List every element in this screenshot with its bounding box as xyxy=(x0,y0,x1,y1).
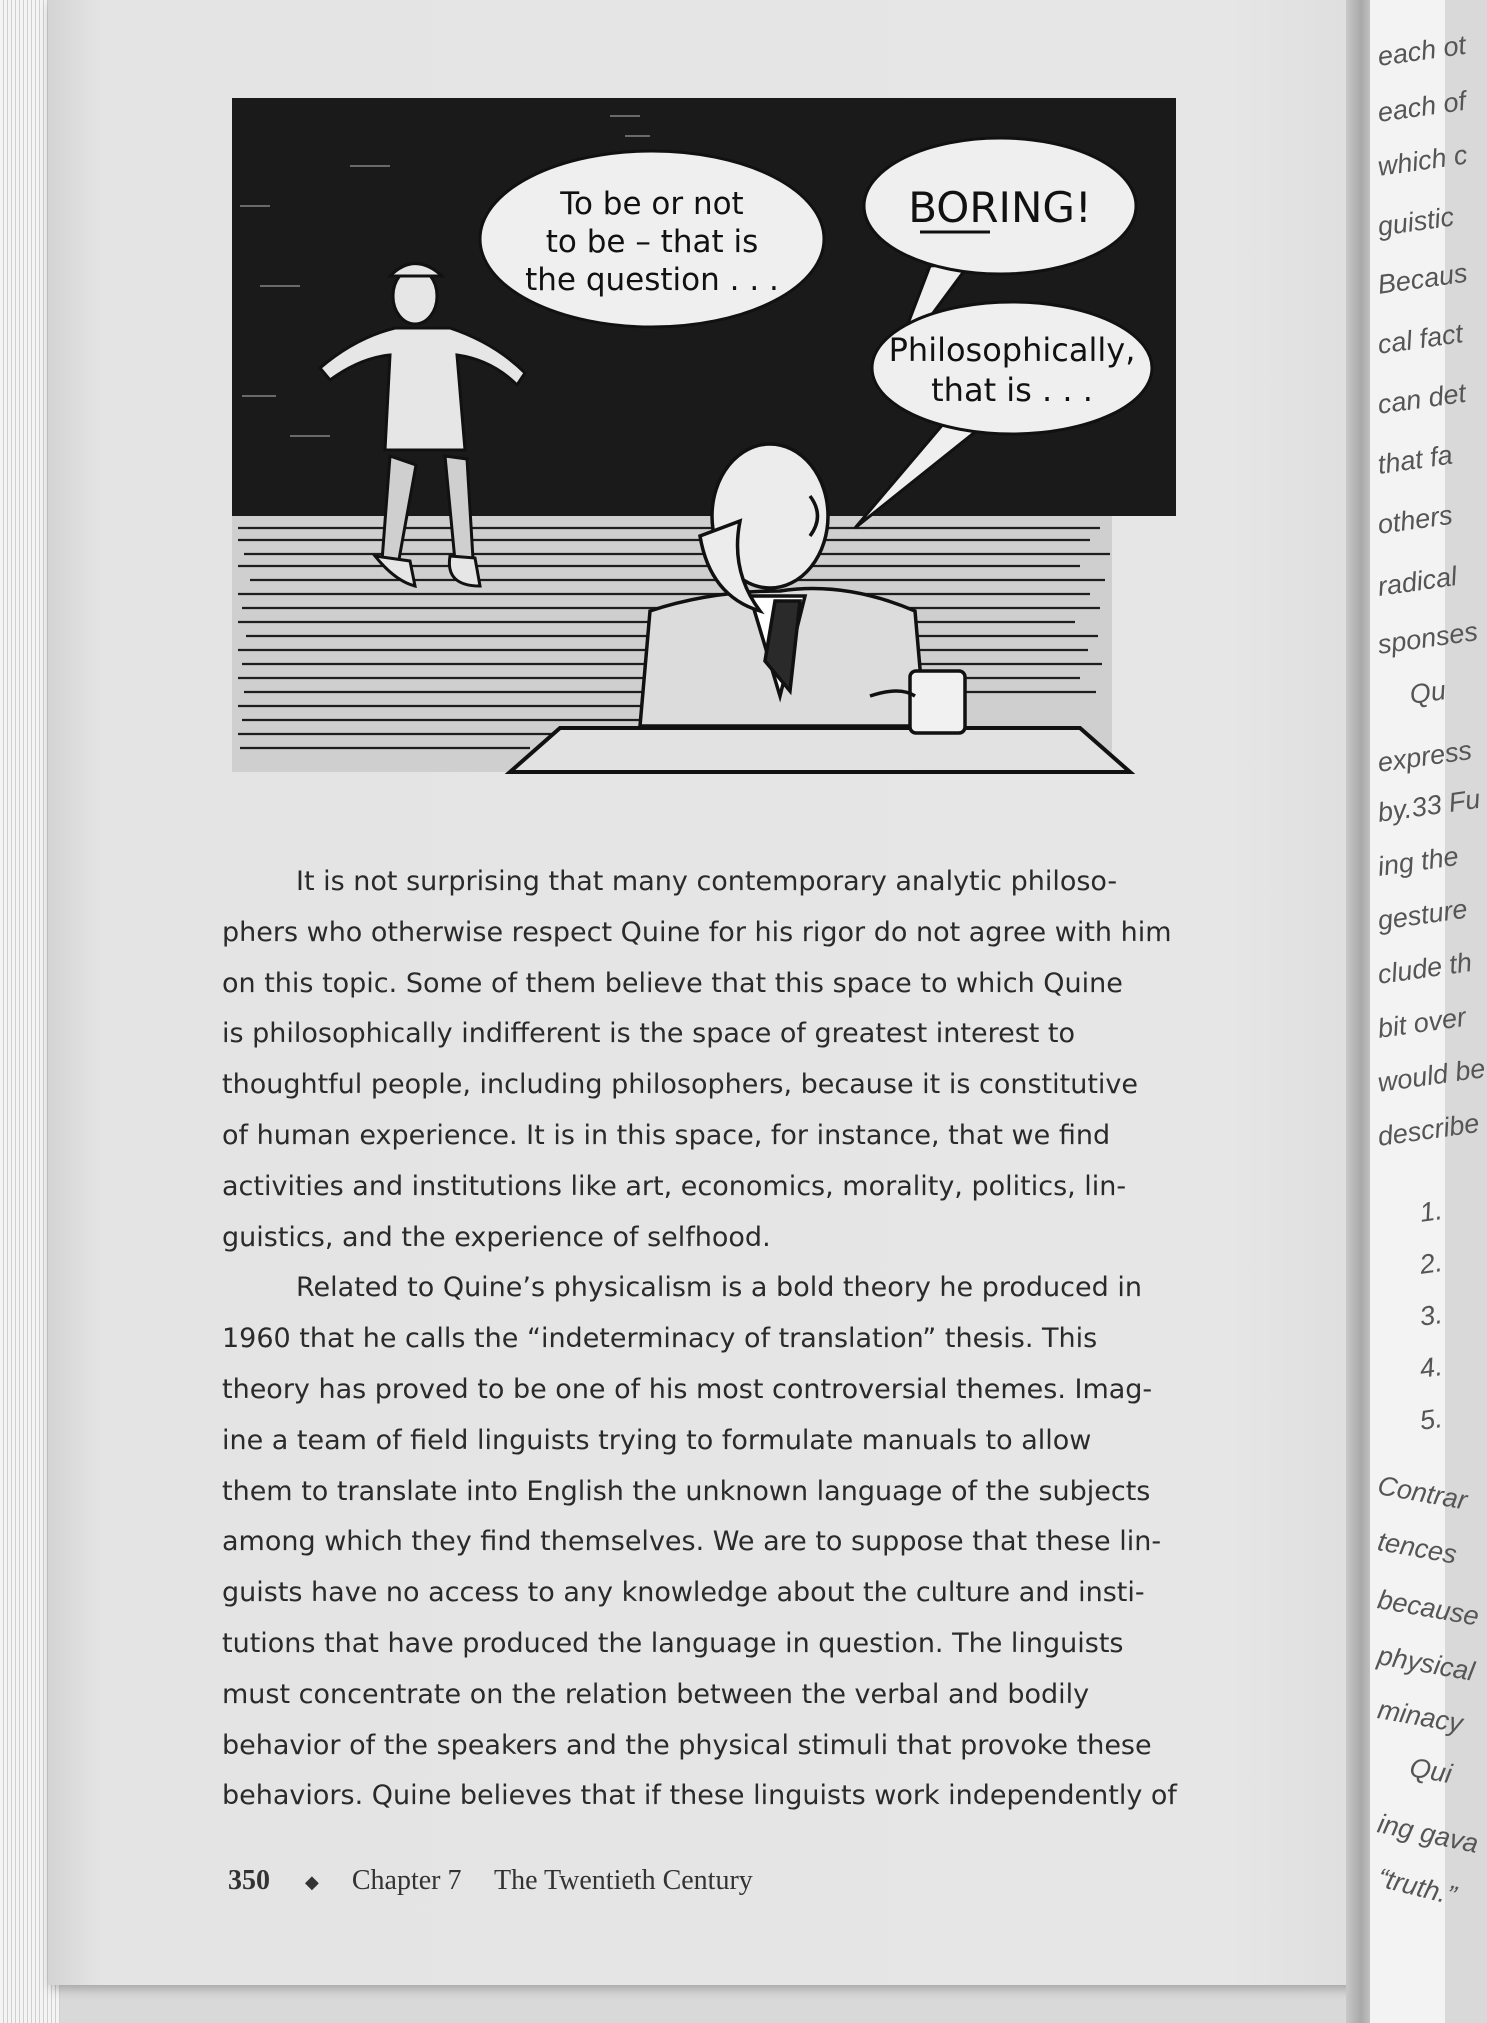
facing-fragment: ing gava xyxy=(1374,1808,1482,1859)
body-line: among which they find themselves. We are to suppose that these lin- xyxy=(222,1526,1162,1558)
body-line: guists have no access to any knowledge about the culture and insti- xyxy=(222,1577,1145,1609)
table xyxy=(510,728,1130,772)
facing-fragment: Qu xyxy=(1407,675,1448,710)
page-footer xyxy=(228,1865,753,1897)
diamond-separator-icon: ◆ xyxy=(305,1872,319,1893)
body-line: on this topic. Some of them believe that this space to which Quine xyxy=(222,967,1123,999)
bubble-1-line-3: the question . . . xyxy=(525,262,779,298)
facing-fragment: others xyxy=(1375,499,1455,540)
facing-fragment: 3. xyxy=(1417,1299,1445,1332)
speech-bubble-hamlet xyxy=(480,151,824,327)
facing-fragment: Becaus xyxy=(1375,257,1470,300)
facing-fragment: Qui xyxy=(1407,1752,1455,1790)
facing-fragment: describe xyxy=(1375,1107,1482,1152)
bubble-1-line-2: to be – that is xyxy=(545,224,759,260)
body-line: guistics, and the experience of selfhood. xyxy=(222,1221,771,1253)
facing-fragment: tences xyxy=(1375,1526,1460,1570)
body-line: 1960 that he calls the “indeterminacy of translation” thesis. This xyxy=(222,1323,1098,1355)
bubble-3-line-2: that is . . . xyxy=(931,371,1093,409)
body-line: It is not surprising that many contemporary analytic philoso- xyxy=(296,866,1118,897)
facing-fragment: radical xyxy=(1375,561,1459,602)
page-number: 350 xyxy=(228,1865,270,1896)
body-line: Related to Quine’s physicalism is a bold theory he produced in xyxy=(296,1272,1142,1304)
facing-fragment: each of xyxy=(1375,85,1468,128)
body-text xyxy=(222,857,1222,1822)
bubble-1-line-1: To be or not xyxy=(560,186,744,222)
body-line: thoughtful people, including philosophers, because it is constitutive xyxy=(222,1069,1138,1101)
body-line: ine a team of field linguists trying to formulate manuals to allow xyxy=(222,1424,1092,1456)
facing-fragment: Contrar xyxy=(1375,1470,1470,1516)
body-line: behaviors. Quine believes that if these linguists work independently of xyxy=(222,1780,1177,1812)
facing-fragment: minacy xyxy=(1375,1694,1465,1739)
facing-fragment: clude th xyxy=(1375,946,1474,990)
facing-fragment: express xyxy=(1375,734,1474,778)
facing-page xyxy=(1370,0,1487,2023)
facing-fragment: “truth.” xyxy=(1374,1862,1459,1911)
facing-fragment: by.33 Fu xyxy=(1375,783,1483,828)
facing-fragment: 5. xyxy=(1417,1403,1445,1436)
bubble-3-line-1: Philosophically, xyxy=(888,331,1136,369)
facing-fragment: which c xyxy=(1375,139,1470,182)
body-line: of human experience. It is in this space, for instance, that we find xyxy=(222,1119,1111,1151)
body-line: them to translate into English the unknown language of the subjects xyxy=(222,1475,1151,1507)
facing-fragment: cal fact xyxy=(1375,318,1465,360)
cartoon-illustration xyxy=(230,96,1178,780)
facing-fragment: 4. xyxy=(1417,1351,1445,1384)
facing-fragment: bit over xyxy=(1375,1001,1468,1044)
chapter-title: The Twentieth Century xyxy=(493,1865,753,1896)
facing-fragment: ing the xyxy=(1375,840,1461,882)
body-line: theory has proved to be one of his most controversial themes. Imag- xyxy=(222,1373,1153,1405)
facing-fragment: would be xyxy=(1375,1053,1487,1098)
body-line: activities and institutions like art, economics, morality, politics, lin- xyxy=(222,1170,1127,1202)
facing-fragment: 2. xyxy=(1417,1247,1445,1280)
facing-fragment: sponses xyxy=(1375,616,1480,660)
body-line: is philosophically indifferent is the space of greatest interest to xyxy=(222,1018,1076,1050)
chapter-label: Chapter 7 xyxy=(351,1865,462,1896)
body-line: phers who otherwise respect Quine for his rigor do not agree with him xyxy=(222,916,1172,948)
facing-fragment: because xyxy=(1375,1584,1482,1632)
facing-fragment: physical xyxy=(1375,1640,1477,1687)
body-line: must concentrate on the relation between the verbal and bodily xyxy=(222,1678,1090,1710)
body-line: tutions that have produced the language in question. The linguists xyxy=(222,1627,1124,1659)
facing-fragment: guistic xyxy=(1375,201,1456,242)
body-line: behavior of the speakers and the physical stimuli that provoke these xyxy=(222,1729,1152,1761)
facing-fragment: each ot xyxy=(1375,29,1468,72)
facing-fragment: can det xyxy=(1375,377,1468,420)
bubble-2-text: BORING! xyxy=(908,183,1092,232)
facing-fragment: 1. xyxy=(1417,1195,1445,1228)
facing-fragment: gesture xyxy=(1375,893,1470,936)
facing-fragment: that fa xyxy=(1375,439,1455,480)
